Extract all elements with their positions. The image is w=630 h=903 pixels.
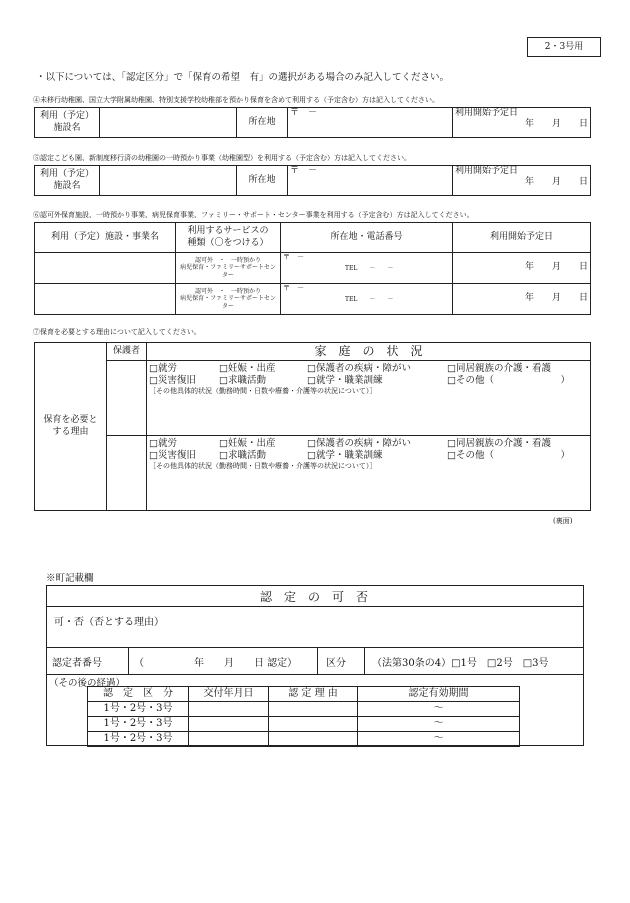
approval-header: 認 定 の 可 否 bbox=[259, 590, 368, 604]
back-side-mark: (裏面) bbox=[553, 517, 573, 525]
date-placeholder: 年 月 日 bbox=[524, 119, 588, 130]
facility-name-field[interactable] bbox=[35, 284, 176, 315]
history-row bbox=[88, 732, 520, 747]
facility-label: 利用（予定） 施設名 bbox=[35, 166, 100, 196]
history-reason[interactable] bbox=[269, 702, 358, 717]
section4-table bbox=[34, 107, 591, 138]
history-valid-period[interactable]: ～ bbox=[358, 732, 520, 747]
section6-note: ⑥認可外保育施設、一時預かり事業、病児保育事業、ファミリー・サポート・センター事業を利用する（予定含む）方は記入してください。 bbox=[33, 211, 474, 219]
office-use-title: ※町記載欄 bbox=[46, 573, 94, 584]
history-row bbox=[88, 702, 520, 717]
header-facility: 利用（予定）施設・事業名 bbox=[35, 223, 176, 253]
postal-mark: 〒 － bbox=[283, 253, 304, 261]
option-other[interactable]: □その他（ ） bbox=[447, 449, 570, 461]
service-type-options[interactable] bbox=[176, 253, 281, 284]
option-guardian-illness[interactable]: □保護者の疾病・障がい bbox=[307, 363, 411, 374]
date-placeholder: 年 月 日 bbox=[524, 293, 588, 304]
header-service-type: 利用するサービスの 種類（〇をつける） bbox=[176, 223, 281, 253]
history-valid-period[interactable]: ～ bbox=[358, 702, 520, 717]
option-disaster-recovery[interactable]: □災害復旧 bbox=[149, 374, 196, 386]
history-header-issue-date: 交付年月日 bbox=[189, 687, 269, 702]
service-option-line1: 認可外 ・ 一時預かり bbox=[194, 256, 261, 264]
date-placeholder: 年 月 日 bbox=[524, 177, 588, 188]
section5-note: ⑤認定こども園、新制度移行済の幼稚園の一時預かり事業（幼稚園型）を利用する（予定含む）方は記入してください。 bbox=[33, 154, 411, 162]
postal-mark: 〒 － bbox=[290, 108, 318, 118]
history-category[interactable]: 1号・2号・3号 bbox=[88, 732, 189, 747]
option-guardian-illness[interactable]: □保護者の疾病・障がい bbox=[307, 438, 411, 449]
option-employment[interactable]: □就労 bbox=[149, 363, 177, 374]
header-start-date: 利用開始予定日 bbox=[453, 223, 591, 253]
header-address-phone: 所在地・電話番号 bbox=[281, 223, 453, 253]
postal-mark: 〒 － bbox=[283, 284, 304, 292]
option-study-training[interactable]: □就学・職業訓練 bbox=[307, 374, 383, 386]
start-date-field[interactable] bbox=[453, 108, 591, 138]
option-pregnancy[interactable]: □妊娠・出産 bbox=[219, 363, 276, 374]
location-field[interactable] bbox=[288, 166, 453, 196]
section6-table bbox=[34, 222, 591, 315]
postal-mark: 〒 － bbox=[290, 166, 318, 176]
detail-note: ［その他具体的状況（勤務時間・日数や療養・介護等の状況について）］ bbox=[149, 386, 377, 395]
history-reason[interactable] bbox=[269, 717, 358, 732]
facility-name-field[interactable] bbox=[35, 253, 176, 284]
guardian-1-field[interactable] bbox=[107, 361, 147, 436]
history-issue-date[interactable] bbox=[189, 732, 269, 747]
situation-guardian-2 bbox=[147, 436, 591, 511]
option-other[interactable]: □その他（ ） bbox=[447, 374, 570, 386]
history-row bbox=[88, 717, 520, 732]
history-category[interactable]: 1号・2号・3号 bbox=[88, 702, 189, 717]
reason-label: 保育を必要と する理由 bbox=[35, 343, 107, 511]
option-relative-care[interactable]: □同居親族の介護・看護 bbox=[447, 438, 551, 449]
facility-name-field[interactable] bbox=[100, 108, 237, 138]
facility-label: 利用（予定） 施設名 bbox=[35, 108, 100, 138]
address-phone-field[interactable] bbox=[281, 253, 453, 284]
situation-header: 家 庭 の 状 況 bbox=[147, 343, 591, 361]
tel-label: TEL － － bbox=[345, 264, 394, 272]
start-date-field[interactable] bbox=[453, 166, 591, 196]
approval-reason-field[interactable]: 可・否（否とする理由） bbox=[54, 617, 164, 628]
option-pregnancy[interactable]: □妊娠・出産 bbox=[219, 438, 276, 449]
section7-note: ⑦保育を必要とする理由について記入してください。 bbox=[33, 328, 201, 336]
date-placeholder: 年 月 日 bbox=[524, 262, 588, 273]
history-issue-date[interactable] bbox=[189, 717, 269, 732]
situation-guardian-1 bbox=[147, 361, 591, 436]
section5-table bbox=[34, 165, 591, 196]
section7-table bbox=[34, 342, 591, 511]
option-job-seeking[interactable]: □求職活動 bbox=[219, 449, 266, 461]
service-type-options[interactable] bbox=[176, 284, 281, 315]
history-header-reason: 認 定 理 由 bbox=[269, 687, 358, 702]
cert-number-label: 認定者番号 bbox=[52, 658, 102, 669]
category-options[interactable]: （法第30条の4）□1号 □2号 □3号 bbox=[372, 658, 549, 669]
service-option-line2: 病児保育・ファミリーサポートセンター bbox=[180, 295, 276, 310]
guardian-2-field[interactable] bbox=[107, 436, 147, 511]
intro-note: ・以下については、「認定区分」で「保育の希望 有」の選択がある場合のみ記入してください。 bbox=[36, 72, 450, 83]
start-date-label: 利用開始予定日 bbox=[455, 166, 519, 176]
history-issue-date[interactable] bbox=[189, 702, 269, 717]
location-label: 所在地 bbox=[237, 108, 288, 138]
tel-label: TEL － － bbox=[345, 295, 394, 303]
guardian-header: 保護者 bbox=[107, 343, 147, 361]
form-number-box: 2・3号用 bbox=[527, 37, 601, 57]
history-category[interactable]: 1号・2号・3号 bbox=[88, 717, 189, 732]
cert-date-field[interactable]: （ 年 月 日 認定） bbox=[134, 658, 298, 669]
option-employment[interactable]: □就労 bbox=[149, 438, 177, 449]
option-job-seeking[interactable]: □求職活動 bbox=[219, 374, 266, 386]
option-disaster-recovery[interactable]: □災害復旧 bbox=[149, 449, 196, 461]
history-reason[interactable] bbox=[269, 732, 358, 747]
address-phone-field[interactable] bbox=[281, 284, 453, 315]
start-date-field[interactable] bbox=[453, 253, 591, 284]
start-date-label: 利用開始予定日 bbox=[455, 108, 519, 118]
option-relative-care[interactable]: □同居親族の介護・看護 bbox=[447, 363, 551, 374]
option-study-training[interactable]: □就学・職業訓練 bbox=[307, 449, 383, 461]
detail-note: ［その他具体的状況（勤務時間・日数や療養・介護等の状況について）］ bbox=[149, 461, 377, 470]
facility-name-field[interactable] bbox=[100, 166, 237, 196]
history-header-category: 認 定 区 分 bbox=[88, 687, 189, 702]
start-date-field[interactable] bbox=[453, 284, 591, 315]
category-label: 区分 bbox=[326, 658, 346, 669]
history-valid-period[interactable]: ～ bbox=[358, 717, 520, 732]
section4-note: ④未移行幼稚園、国立大学附属幼稚園、特別支援学校幼稚部を預かり保育を含めて利用する（予定含む）方は記入してください。 bbox=[33, 96, 439, 104]
history-header-valid-period: 認定有効期間 bbox=[358, 687, 520, 702]
location-field[interactable] bbox=[288, 108, 453, 138]
history-label: （その後の経過） bbox=[49, 678, 126, 689]
service-option-line2: 病児保育・ファミリーサポートセンター bbox=[180, 264, 276, 279]
service-option-line1: 認可外 ・ 一時預かり bbox=[194, 287, 261, 295]
location-label: 所在地 bbox=[237, 166, 288, 196]
history-table bbox=[87, 686, 520, 747]
